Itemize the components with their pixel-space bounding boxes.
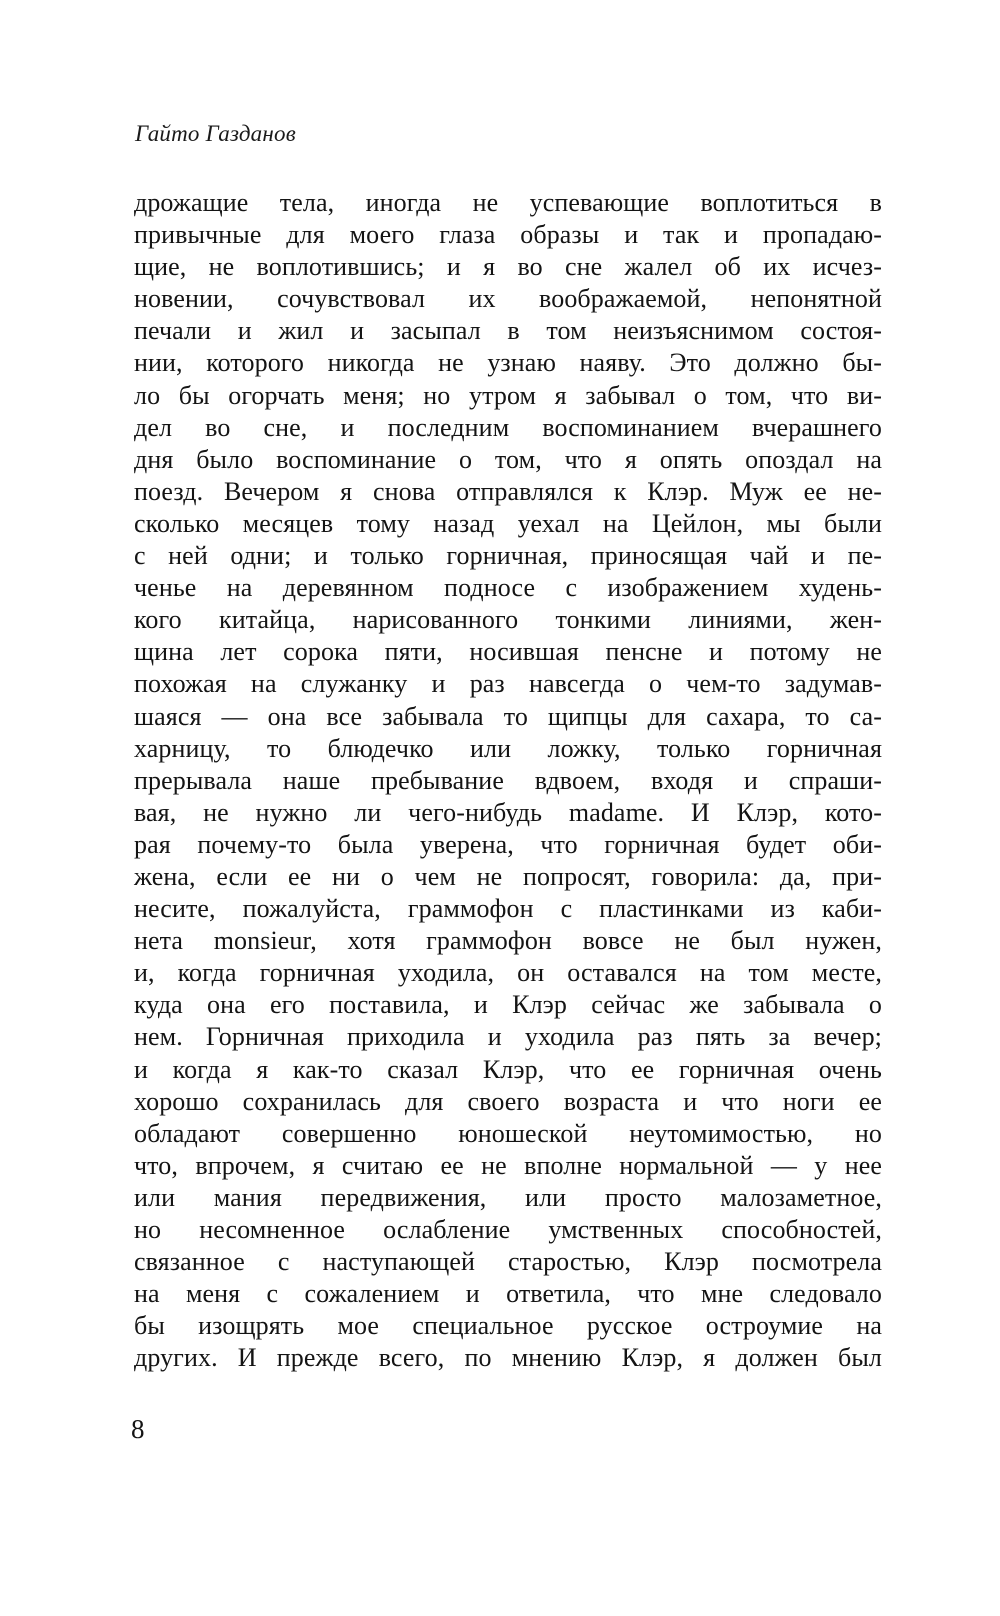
text-line: и когда я как-то сказал Клэр, что ее горничная очень (134, 1054, 882, 1084)
text-line: куда она его поставила, и Клэр сейчас же забывала о (134, 990, 882, 1020)
text-line: щина лет сорока пяти, носившая пенсне и потому не (134, 637, 882, 667)
text-line: кого китайца, нарисованного тонкими линиями, жен- (134, 605, 882, 635)
author-header: Гайто Газданов (135, 121, 296, 146)
text-line: но несомненное ослабление умственных способностей, (134, 1215, 882, 1244)
text-line: дня было воспоминание о том, что я опять опоздал на (134, 444, 882, 474)
text-line: новении, сочувствовал их воображаемой, непонятной (134, 284, 882, 314)
text-line: на меня с сожалением и ответила, что мне следовало (134, 1279, 882, 1309)
text-line: харницу, то блюдечко или ложку, только горничная (134, 733, 882, 763)
text-line: шаяся — она все забывала то щипцы для сахара, то са- (134, 701, 882, 731)
text-line: нии, которого никогда не узнаю наяву. Это должно бы- (134, 348, 882, 378)
text-line: нета monsieur, хотя граммофон вовсе не был нужен, (134, 926, 882, 956)
text-line: печали и жил и засыпал в том неизъяснимом состоя- (134, 316, 882, 346)
text-line: дел во сне, и последним воспоминанием вчерашнего (134, 412, 882, 442)
text-line: или мания передвижения, или просто малозаметное, (134, 1182, 882, 1212)
text-line: несите, пожалуйста, граммофон с пластинками из каби- (134, 894, 882, 924)
text-line: бы изощрять мое специальное русское остроумие на (134, 1311, 882, 1341)
text-line: дрожащие тела, иногда не успевающие воплотиться в (134, 188, 882, 217)
text-line: связанное с наступающей старостью, Клэр посмотрела (134, 1247, 882, 1277)
text-line: привычные для моего глаза образы и так и пропадаю- (134, 220, 882, 250)
text-line: ло бы огорчать меня; но утром я забывал о том, что ви- (134, 380, 882, 410)
text-line: с ней одни; и только горничная, приносящая чай и пе- (134, 541, 882, 571)
text-line: обладают совершенно юношеской неутомимостью, но (134, 1118, 882, 1148)
text-line: и, когда горничная уходила, он оставался на том месте, (134, 958, 882, 988)
page-number: 8 (131, 1414, 145, 1444)
text-line: жена, если ее ни о чем не попросят, говорила: да, при- (134, 861, 882, 891)
text-line: поезд. Вечером я снова отправлялся к Клэр. Муж ее не- (134, 476, 882, 506)
text-line: других. И прежде всего, по мнению Клэр, я должен был (134, 1343, 882, 1373)
text-line: рая почему-то была уверена, что горничная будет оби- (134, 829, 882, 859)
text-line: сколько месяцев тому назад уехал на Цейлон, мы были (134, 508, 882, 538)
text-line: что, впрочем, я считаю ее не вполне нормальной — у нее (134, 1150, 882, 1180)
text-line: вая, не нужно ли чего-нибудь madame. И Клэр, кото- (134, 797, 882, 827)
text-line: похожая на служанку и раз навсегда о чем-то задумав- (134, 669, 882, 699)
text-line: прерывала наше пребывание вдвоем, входя и спраши- (134, 765, 882, 795)
body-text (134, 187, 882, 1374)
text-line: щие, не воплотившись; и я во сне жалел об их исчез- (134, 252, 882, 282)
text-line: нем. Горничная приходила и уходила раз пять за вечер; (134, 1022, 882, 1052)
text-line: ченье на деревянном подносе с изображением худень- (134, 573, 882, 603)
text-line: хорошо сохранилась для своего возраста и что ноги ее (134, 1086, 882, 1116)
